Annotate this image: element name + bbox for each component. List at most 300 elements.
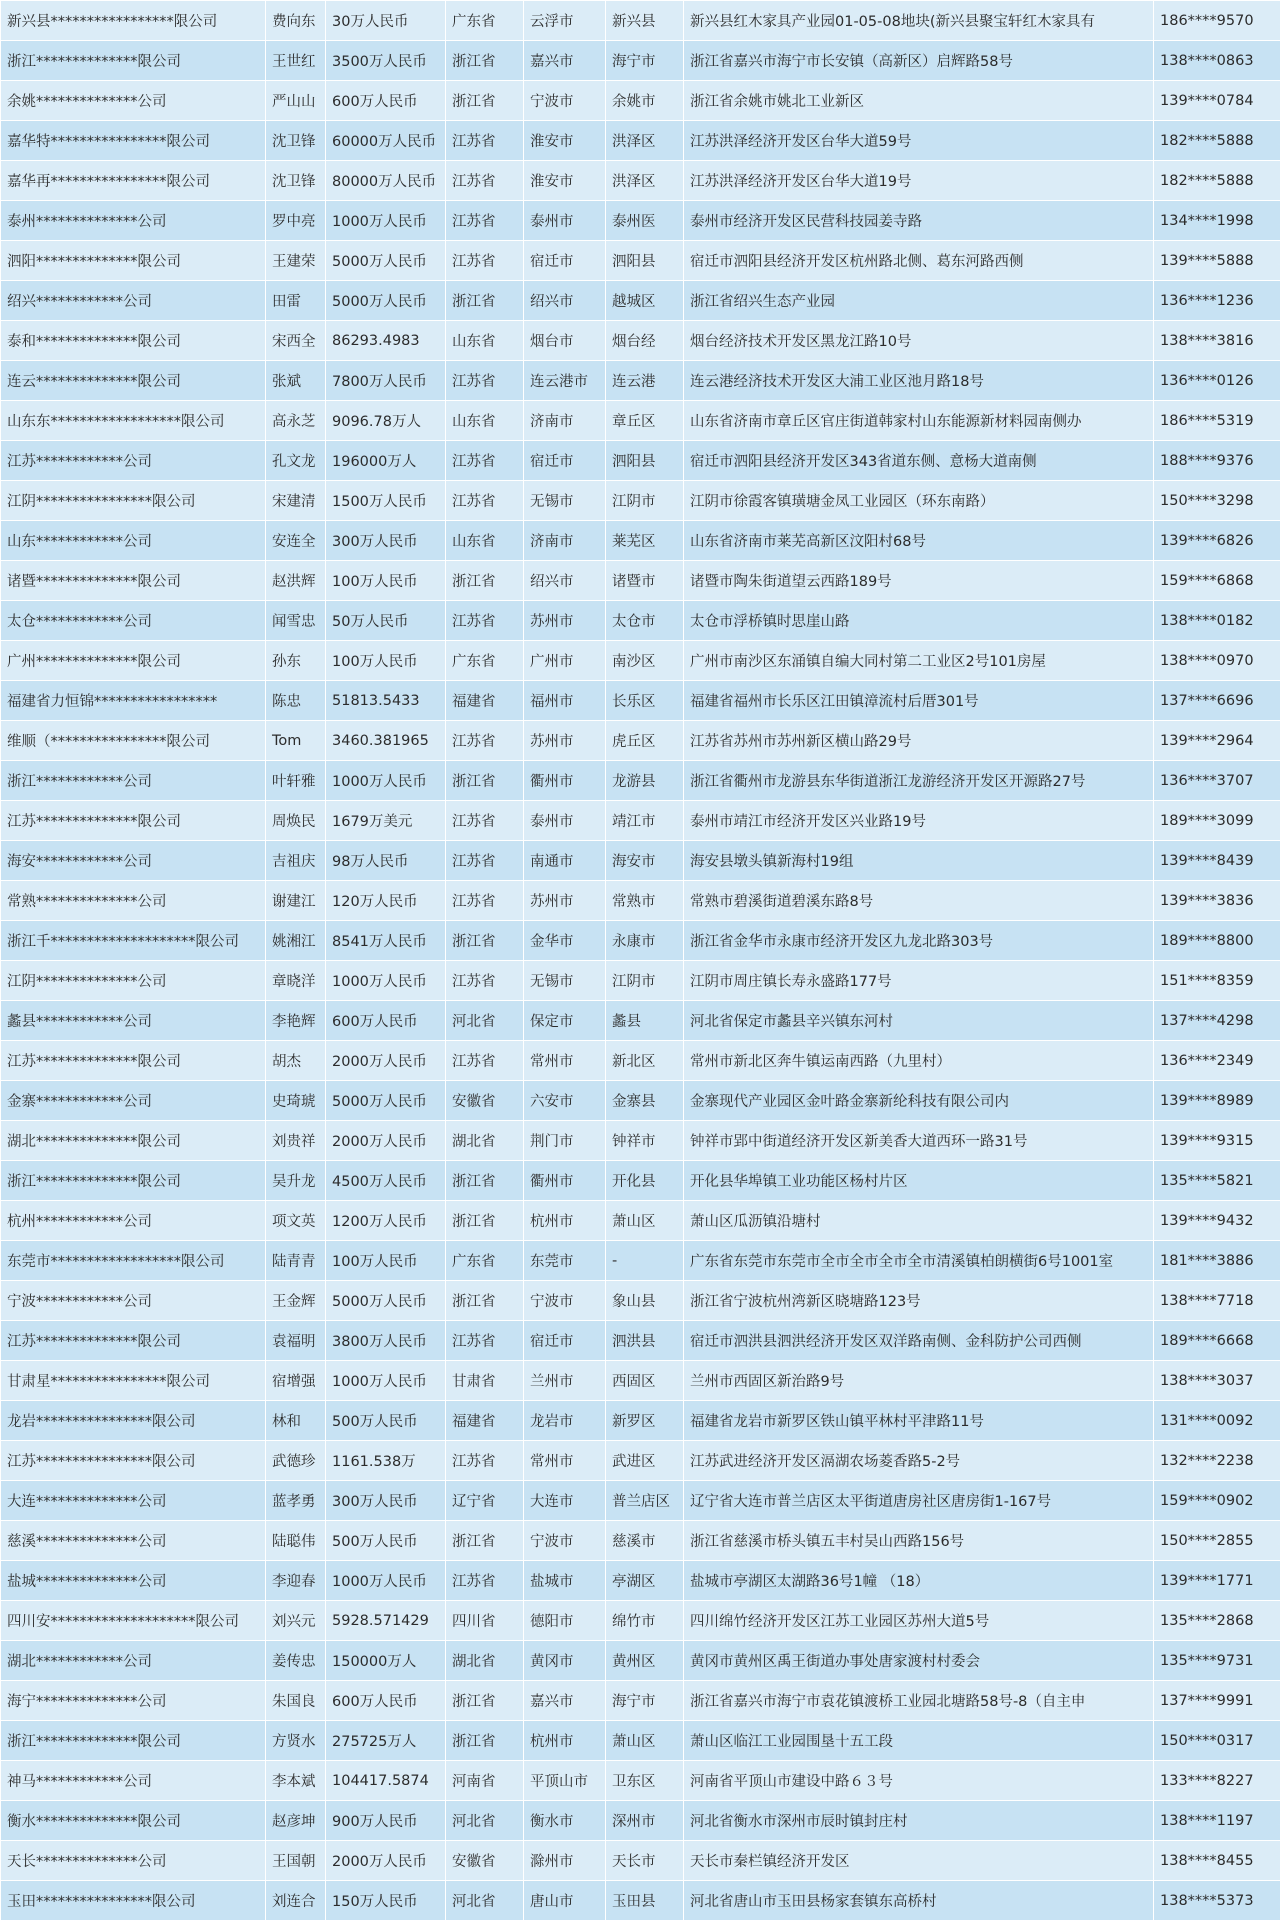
legal-person-cell: 武德珍 [266,1441,326,1481]
legal-person-cell: 严山山 [266,81,326,121]
registered-capital-cell: 100万人民币 [326,1241,446,1281]
city-cell: 苏州市 [524,881,606,921]
company-name-cell: 玉田****************限公司 [1,1881,266,1921]
province-cell: 江苏省 [446,1561,524,1601]
legal-person-cell: 项文英 [266,1201,326,1241]
phone-cell: 139****9315 [1154,1121,1280,1161]
phone-cell: 132****2238 [1154,1441,1280,1481]
phone-cell: 138****0863 [1154,41,1280,81]
city-cell: 广州市 [524,641,606,681]
province-cell: 山东省 [446,521,524,561]
address-cell: 黄冈市黄州区禹王街道办事处唐家渡村村委会 [684,1641,1154,1681]
company-name-cell: 浙江**************限公司 [1,1161,266,1201]
registered-capital-cell: 2000万人民币 [326,1841,446,1881]
legal-person-cell: 陆青青 [266,1241,326,1281]
district-cell: 钟祥市 [606,1121,684,1161]
company-name-cell: 杭州************公司 [1,1201,266,1241]
company-name-cell: 衡水**************限公司 [1,1801,266,1841]
registered-capital-cell: 4500万人民币 [326,1161,446,1201]
table-row [1,601,1280,641]
table-row [1,1521,1280,1561]
address-cell: 新兴县红木家具产业园01-05-08地块(新兴县聚宝轩红木家具有 [684,1,1154,41]
registered-capital-cell: 1200万人民币 [326,1201,446,1241]
city-cell: 黄冈市 [524,1641,606,1681]
legal-person-cell: 史琦琥 [266,1081,326,1121]
company-name-cell: 金寨************公司 [1,1081,266,1121]
company-name-cell: 江苏**************限公司 [1,1041,266,1081]
province-cell: 江苏省 [446,801,524,841]
address-cell: 浙江省宁波杭州湾新区晓塘路123号 [684,1281,1154,1321]
address-cell: 河北省衡水市深州市辰时镇封庄村 [684,1801,1154,1841]
table-row [1,1,1280,41]
registered-capital-cell: 5000万人民币 [326,241,446,281]
registered-capital-cell: 2000万人民币 [326,1041,446,1081]
province-cell: 浙江省 [446,1201,524,1241]
table-row [1,241,1280,281]
district-cell: 开化县 [606,1161,684,1201]
table-row [1,1201,1280,1241]
registered-capital-cell: 300万人民币 [326,521,446,561]
registered-capital-cell: 500万人民币 [326,1401,446,1441]
city-cell: 宿迁市 [524,1321,606,1361]
legal-person-cell: 赵彦坤 [266,1801,326,1841]
company-name-cell: 连云**************限公司 [1,361,266,401]
address-cell: 连云港经济技术开发区大浦工业区池月路18号 [684,361,1154,401]
company-name-cell: 新兴县*****************限公司 [1,1,266,41]
company-name-cell: 泰和**************限公司 [1,321,266,361]
registered-capital-cell: 86293.4983 [326,321,446,361]
district-cell: 江阴市 [606,481,684,521]
legal-person-cell: 宋西全 [266,321,326,361]
legal-person-cell: 王建荣 [266,241,326,281]
address-cell: 烟台经济技术开发区黑龙江路10号 [684,321,1154,361]
legal-person-cell: 王国朝 [266,1841,326,1881]
legal-person-cell: 陈忠 [266,681,326,721]
city-cell: 济南市 [524,401,606,441]
district-cell: 泰州医 [606,201,684,241]
address-cell: 宿迁市泗洪县泗洪经济开发区双洋路南侧、金科防护公司西侧 [684,1321,1154,1361]
company-name-cell: 江苏****************限公司 [1,1441,266,1481]
company-name-cell: 甘肃星****************限公司 [1,1361,266,1401]
district-cell: 虎丘区 [606,721,684,761]
phone-cell: 139****8439 [1154,841,1280,881]
address-cell: 宿迁市泗阳县经济开发区343省道东侧、意杨大道南侧 [684,441,1154,481]
province-cell: 福建省 [446,681,524,721]
city-cell: 六安市 [524,1081,606,1121]
legal-person-cell: 吉祖庆 [266,841,326,881]
district-cell: 黄州区 [606,1641,684,1681]
district-cell: 卫东区 [606,1761,684,1801]
legal-person-cell: 孔文龙 [266,441,326,481]
address-cell: 四川绵竹经济开发区江苏工业园区苏州大道5号 [684,1601,1154,1641]
phone-cell: 134****1998 [1154,201,1280,241]
phone-cell: 137****6696 [1154,681,1280,721]
city-cell: 泰州市 [524,801,606,841]
district-cell: 泗阳县 [606,441,684,481]
phone-cell: 189****8800 [1154,921,1280,961]
city-cell: 盐城市 [524,1561,606,1601]
address-cell: 江阴市徐霞客镇璜塘金凤工业园区（环东南路） [684,481,1154,521]
company-name-cell: 浙江千********************限公司 [1,921,266,961]
district-cell: 越城区 [606,281,684,321]
province-cell: 江苏省 [446,201,524,241]
company-name-cell: 浙江************公司 [1,761,266,801]
province-cell: 江苏省 [446,961,524,1001]
table-row [1,1561,1280,1601]
company-name-cell: 诸暨**************限公司 [1,561,266,601]
company-name-cell: 福建省力恒锦***************** [1,681,266,721]
registered-capital-cell: 50万人民币 [326,601,446,641]
address-cell: 诸暨市陶朱街道望云西路189号 [684,561,1154,601]
legal-person-cell: 谢建江 [266,881,326,921]
district-cell: 江阴市 [606,961,684,1001]
legal-person-cell: 沈卫锋 [266,161,326,201]
province-cell: 江苏省 [446,1441,524,1481]
company-name-cell: 泰州**************公司 [1,201,266,241]
registered-capital-cell: 1679万美元 [326,801,446,841]
registered-capital-cell: 196000万人 [326,441,446,481]
company-name-cell: 江阴****************限公司 [1,481,266,521]
province-cell: 浙江省 [446,1161,524,1201]
address-cell: 江阴市周庄镇长寿永盛路177号 [684,961,1154,1001]
legal-person-cell: 姜传忠 [266,1641,326,1681]
address-cell: 广东省东莞市东莞市全市全市全市全市清溪镇柏朗横街6号1001室 [684,1241,1154,1281]
table-row [1,81,1280,121]
phone-cell: 150****2855 [1154,1521,1280,1561]
phone-cell: 139****6826 [1154,521,1280,561]
city-cell: 绍兴市 [524,561,606,601]
company-name-cell: 江苏************公司 [1,441,266,481]
phone-cell: 138****8455 [1154,1841,1280,1881]
legal-person-cell: 刘贵祥 [266,1121,326,1161]
address-cell: 兰州市西固区新治路9号 [684,1361,1154,1401]
registered-capital-cell: 2000万人民币 [326,1121,446,1161]
city-cell: 淮安市 [524,161,606,201]
address-cell: 广州市南沙区东涌镇自编大同村第二工业区2号101房屋 [684,641,1154,681]
province-cell: 江苏省 [446,1041,524,1081]
address-cell: 福建省福州市长乐区江田镇漳流村后厝301号 [684,681,1154,721]
company-name-cell: 嘉华再****************限公司 [1,161,266,201]
address-cell: 萧山区临江工业园围垦十五工段 [684,1721,1154,1761]
address-cell: 盐城市亭湖区太湖路36号1幢 （18） [684,1561,1154,1601]
district-cell: 莱芜区 [606,521,684,561]
company-name-cell: 东莞市******************限公司 [1,1241,266,1281]
city-cell: 淮安市 [524,121,606,161]
company-name-cell: 江阴**************公司 [1,961,266,1001]
phone-cell: 136****1236 [1154,281,1280,321]
city-cell: 常州市 [524,1441,606,1481]
legal-person-cell: 林和 [266,1401,326,1441]
province-cell: 安徽省 [446,1081,524,1121]
province-cell: 山东省 [446,321,524,361]
city-cell: 唐山市 [524,1881,606,1921]
province-cell: 浙江省 [446,41,524,81]
city-cell: 宁波市 [524,81,606,121]
phone-cell: 136****0126 [1154,361,1280,401]
city-cell: 东莞市 [524,1241,606,1281]
province-cell: 江苏省 [446,481,524,521]
city-cell: 南通市 [524,841,606,881]
legal-person-cell: 周焕民 [266,801,326,841]
registered-capital-cell: 275725万人 [326,1721,446,1761]
phone-cell: 138****3037 [1154,1361,1280,1401]
province-cell: 江苏省 [446,721,524,761]
district-cell: 海宁市 [606,41,684,81]
phone-cell: 186****9570 [1154,1,1280,41]
district-cell: 普兰店区 [606,1481,684,1521]
city-cell: 衢州市 [524,761,606,801]
table-row [1,1081,1280,1121]
city-cell: 无锡市 [524,481,606,521]
address-cell: 浙江省慈溪市桥头镇五丰村吴山西路156号 [684,1521,1154,1561]
district-cell: 长乐区 [606,681,684,721]
registered-capital-cell: 5000万人民币 [326,281,446,321]
table-row [1,801,1280,841]
phone-cell: 138****0970 [1154,641,1280,681]
legal-person-cell: 孙东 [266,641,326,681]
address-cell: 江苏武进经济开发区滆湖农场菱香路5-2号 [684,1441,1154,1481]
address-cell: 浙江省衢州市龙游县东华街道浙江龙游经济开发区开源路27号 [684,761,1154,801]
address-cell: 开化县华埠镇工业功能区杨村片区 [684,1161,1154,1201]
company-name-cell: 海安************公司 [1,841,266,881]
table-row [1,881,1280,921]
registered-capital-cell: 1000万人民币 [326,961,446,1001]
province-cell: 浙江省 [446,1521,524,1561]
city-cell: 龙岩市 [524,1401,606,1441]
address-cell: 太仓市浮桥镇时思崖山路 [684,601,1154,641]
registered-capital-cell: 100万人民币 [326,641,446,681]
company-name-cell: 山东************公司 [1,521,266,561]
district-cell: 萧山区 [606,1721,684,1761]
address-cell: 山东省济南市章丘区官庄街道韩家村山东能源新材料园南侧办 [684,401,1154,441]
company-name-cell: 江苏**************限公司 [1,1321,266,1361]
company-name-cell: 湖北**************限公司 [1,1121,266,1161]
district-cell: 太仓市 [606,601,684,641]
province-cell: 湖北省 [446,1641,524,1681]
district-cell: - [606,1241,684,1281]
company-name-cell: 浙江**************限公司 [1,41,266,81]
province-cell: 广东省 [446,641,524,681]
phone-cell: 138****3816 [1154,321,1280,361]
district-cell: 蠡县 [606,1001,684,1041]
province-cell: 湖北省 [446,1121,524,1161]
district-cell: 洪泽区 [606,161,684,201]
phone-cell: 159****6868 [1154,561,1280,601]
city-cell: 嘉兴市 [524,41,606,81]
table-row [1,921,1280,961]
address-cell: 浙江省嘉兴市海宁市长安镇（高新区）启辉路58号 [684,41,1154,81]
province-cell: 广东省 [446,1241,524,1281]
province-cell: 浙江省 [446,1721,524,1761]
company-name-cell: 维顺（****************限公司 [1,721,266,761]
table-row [1,561,1280,601]
legal-person-cell: 张斌 [266,361,326,401]
address-cell: 萧山区瓜沥镇沿塘村 [684,1201,1154,1241]
district-cell: 诸暨市 [606,561,684,601]
phone-cell: 135****5821 [1154,1161,1280,1201]
table-row [1,721,1280,761]
phone-cell: 138****0182 [1154,601,1280,641]
legal-person-cell: 闻雪忠 [266,601,326,641]
table-row [1,121,1280,161]
company-name-cell: 盐城**************公司 [1,1561,266,1601]
table-row [1,161,1280,201]
table-row [1,1041,1280,1081]
phone-cell: 135****2868 [1154,1601,1280,1641]
registered-capital-cell: 600万人民币 [326,81,446,121]
city-cell: 兰州市 [524,1361,606,1401]
city-cell: 云浮市 [524,1,606,41]
table-row [1,1681,1280,1721]
city-cell: 济南市 [524,521,606,561]
company-name-cell: 余姚**************公司 [1,81,266,121]
table-row [1,841,1280,881]
phone-cell: 189****6668 [1154,1321,1280,1361]
address-cell: 天长市秦栏镇经济开发区 [684,1841,1154,1881]
province-cell: 江苏省 [446,841,524,881]
city-cell: 宿迁市 [524,241,606,281]
table-row [1,641,1280,681]
registered-capital-cell: 5000万人民币 [326,1081,446,1121]
registered-capital-cell: 150000万人 [326,1641,446,1681]
legal-person-cell: 蓝孝勇 [266,1481,326,1521]
table-row [1,481,1280,521]
address-cell: 常熟市碧溪街道碧溪东路8号 [684,881,1154,921]
province-cell: 浙江省 [446,921,524,961]
phone-cell: 133****8227 [1154,1761,1280,1801]
registered-capital-cell: 600万人民币 [326,1681,446,1721]
province-cell: 河北省 [446,1881,524,1921]
registered-capital-cell: 3800万人民币 [326,1321,446,1361]
province-cell: 河北省 [446,1801,524,1841]
address-cell: 江苏省苏州市苏州新区横山路29号 [684,721,1154,761]
province-cell: 甘肃省 [446,1361,524,1401]
city-cell: 金华市 [524,921,606,961]
legal-person-cell: 赵洪辉 [266,561,326,601]
legal-person-cell: 田雷 [266,281,326,321]
province-cell: 江苏省 [446,361,524,401]
city-cell: 烟台市 [524,321,606,361]
phone-cell: 138****5373 [1154,1881,1280,1921]
city-cell: 苏州市 [524,721,606,761]
phone-cell: 181****3886 [1154,1241,1280,1281]
phone-cell: 136****2349 [1154,1041,1280,1081]
registered-capital-cell: 3460.381965 [326,721,446,761]
district-cell: 玉田县 [606,1881,684,1921]
city-cell: 泰州市 [524,201,606,241]
address-cell: 宿迁市泗阳县经济开发区杭州路北侧、葛东河路西侧 [684,241,1154,281]
legal-person-cell: 刘兴元 [266,1601,326,1641]
table-row [1,1241,1280,1281]
table-row [1,521,1280,561]
district-cell: 象山县 [606,1281,684,1321]
phone-cell: 186****5319 [1154,401,1280,441]
province-cell: 江苏省 [446,1321,524,1361]
registered-capital-cell: 100万人民币 [326,561,446,601]
phone-cell: 138****1197 [1154,1801,1280,1841]
address-cell: 海安县墩头镇新海村19组 [684,841,1154,881]
city-cell: 滁州市 [524,1841,606,1881]
district-cell: 深州市 [606,1801,684,1841]
registered-capital-cell: 5928.571429 [326,1601,446,1641]
city-cell: 杭州市 [524,1201,606,1241]
phone-cell: 139****0784 [1154,81,1280,121]
district-cell: 绵竹市 [606,1601,684,1641]
registered-capital-cell: 7800万人民币 [326,361,446,401]
registered-capital-cell: 1000万人民币 [326,761,446,801]
city-cell: 荆门市 [524,1121,606,1161]
legal-person-cell: 方贤水 [266,1721,326,1761]
city-cell: 宿迁市 [524,441,606,481]
table-row [1,1881,1280,1921]
district-cell: 海安市 [606,841,684,881]
legal-person-cell: 李本斌 [266,1761,326,1801]
registered-capital-cell: 30万人民币 [326,1,446,41]
table-row [1,1321,1280,1361]
phone-cell: 189****3099 [1154,801,1280,841]
table-row [1,681,1280,721]
registered-capital-cell: 1000万人民币 [326,1561,446,1601]
table-row [1,1721,1280,1761]
address-cell: 河北省唐山市玉田县杨家套镇东高桥村 [684,1881,1154,1921]
province-cell: 辽宁省 [446,1481,524,1521]
address-cell: 浙江省嘉兴市海宁市袁花镇渡桥工业园北塘路58号-8（自主申 [684,1681,1154,1721]
company-name-cell: 绍兴************公司 [1,281,266,321]
registered-capital-cell: 150万人民币 [326,1881,446,1921]
city-cell: 大连市 [524,1481,606,1521]
phone-cell: 150****0317 [1154,1721,1280,1761]
table-row [1,401,1280,441]
legal-person-cell: 胡杰 [266,1041,326,1081]
phone-cell: 182****5888 [1154,161,1280,201]
company-name-cell: 广州**************限公司 [1,641,266,681]
city-cell: 连云港市 [524,361,606,401]
district-cell: 萧山区 [606,1201,684,1241]
city-cell: 平顶山市 [524,1761,606,1801]
legal-person-cell: 王金辉 [266,1281,326,1321]
address-cell: 辽宁省大连市普兰店区太平街道唐房社区唐房街1-167号 [684,1481,1154,1521]
address-cell: 钟祥市郢中街道经济开发区新美香大道西环一路31号 [684,1121,1154,1161]
province-cell: 浙江省 [446,1281,524,1321]
district-cell: 连云港 [606,361,684,401]
table-row [1,201,1280,241]
province-cell: 河南省 [446,1761,524,1801]
table-row [1,361,1280,401]
registered-capital-cell: 9096.78万人 [326,401,446,441]
city-cell: 苏州市 [524,601,606,641]
legal-person-cell: 姚湘江 [266,921,326,961]
phone-cell: 138****7718 [1154,1281,1280,1321]
table-row [1,1401,1280,1441]
legal-person-cell: 罗中亮 [266,201,326,241]
phone-cell: 139****5888 [1154,241,1280,281]
table-row [1,1601,1280,1641]
company-name-cell: 天长**************公司 [1,1841,266,1881]
city-cell: 宁波市 [524,1281,606,1321]
company-name-cell: 太仓************公司 [1,601,266,641]
district-cell: 新罗区 [606,1401,684,1441]
phone-cell: 151****8359 [1154,961,1280,1001]
city-cell: 德阳市 [524,1601,606,1641]
city-cell: 福州市 [524,681,606,721]
city-cell: 无锡市 [524,961,606,1001]
registered-capital-cell: 120万人民币 [326,881,446,921]
city-cell: 衢州市 [524,1161,606,1201]
registered-capital-cell: 104417.5874 [326,1761,446,1801]
legal-person-cell: Tom [266,721,326,761]
address-cell: 河南省平顶山市建设中路６３号 [684,1761,1154,1801]
district-cell: 天长市 [606,1841,684,1881]
